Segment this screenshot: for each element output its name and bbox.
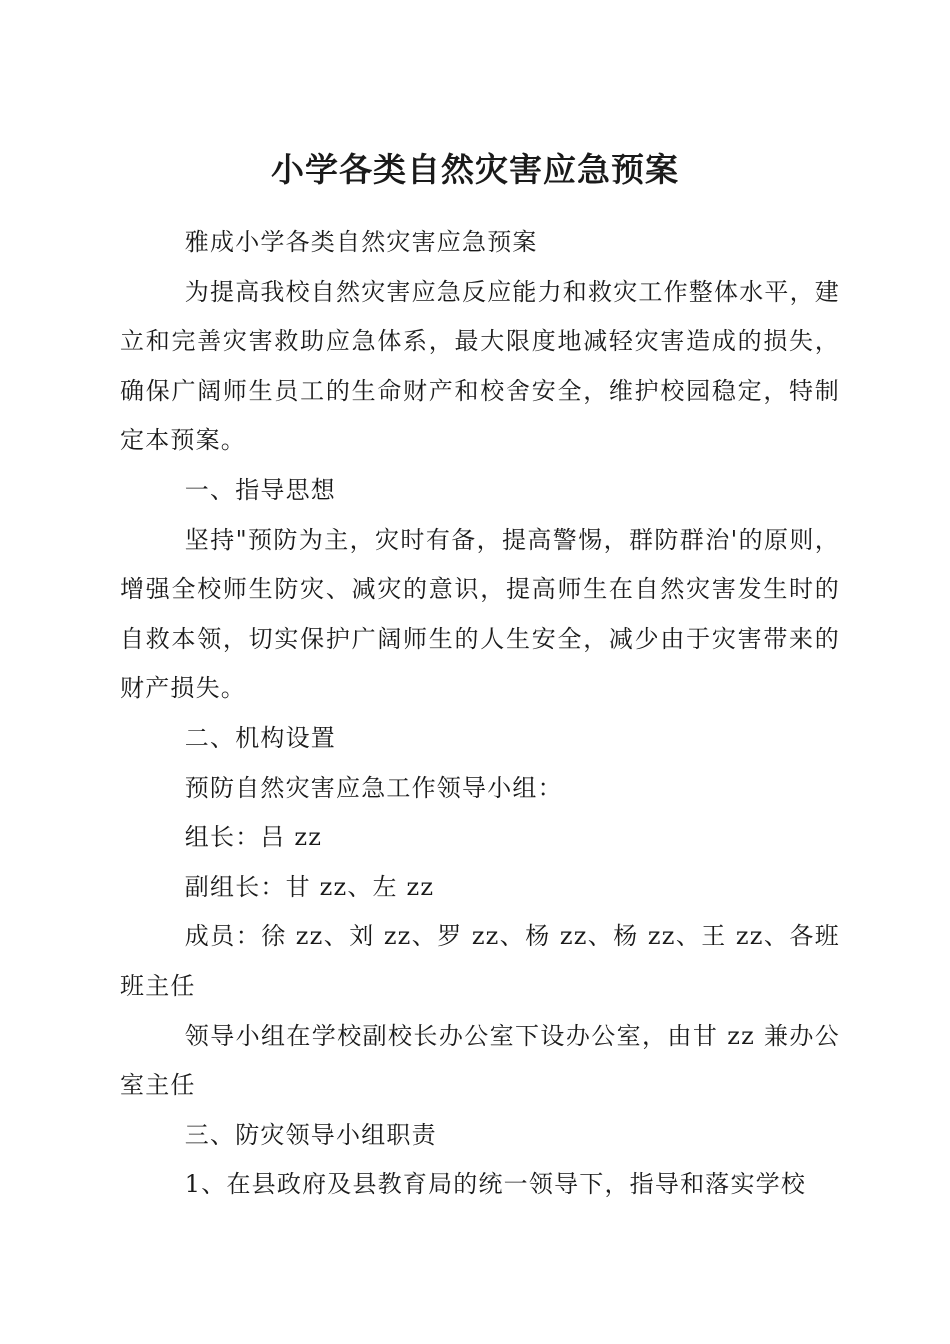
document-body [120, 218, 840, 1210]
heading-guiding-ideology: 一、指导思想 [184, 475, 336, 504]
paragraph-deputy-leaders: 副组长：甘 zz、左 zz [184, 872, 435, 901]
paragraph-principles: 坚持"预防为主，灾时有备，提高警惕，群防群治'的原则，增强全校师生防灾、减灾的意识，提高师生在自然灾害发生时的自救本领，切实保护广阔师生的人生安全，减少由于灾害带来的财产损失。 [120, 525, 840, 703]
paragraph-school-plan-name: 雅成小学各类自然灾害应急预案 [184, 228, 538, 256]
paragraph-responsibility-1: 1、在县政府及县教育局的统一领导下，指导和落实学校 [184, 1170, 807, 1199]
paragraph-purpose: 为提高我校自然灾害应急反应能力和救灾工作整体水平，建立和完善灾害救助应急体系，最大限度地减轻灾害造成的损失，确保广阔师生员工的生命财产和校舍安全，维护校园稳定，特制定本预案。 [120, 277, 840, 455]
heading-organization: 二、机构设置 [184, 723, 336, 752]
paragraph-members: 成员：徐 zz、刘 zz、罗 zz、杨 zz、杨 zz、王 zz、各班班主任 [120, 922, 840, 1000]
paragraph-group-leader: 组长：吕 zz [184, 823, 323, 852]
paragraph-office: 领导小组在学校副校长办公室下设办公室，由甘 zz 兼办公室主任 [120, 1021, 840, 1100]
paragraph-leading-group: 预防自然灾害应急工作领导小组： [184, 773, 563, 802]
document-title: 小学各类自然灾害应急预案 [271, 150, 679, 189]
heading-responsibilities: 三、防灾领导小组职责 [184, 1120, 437, 1149]
